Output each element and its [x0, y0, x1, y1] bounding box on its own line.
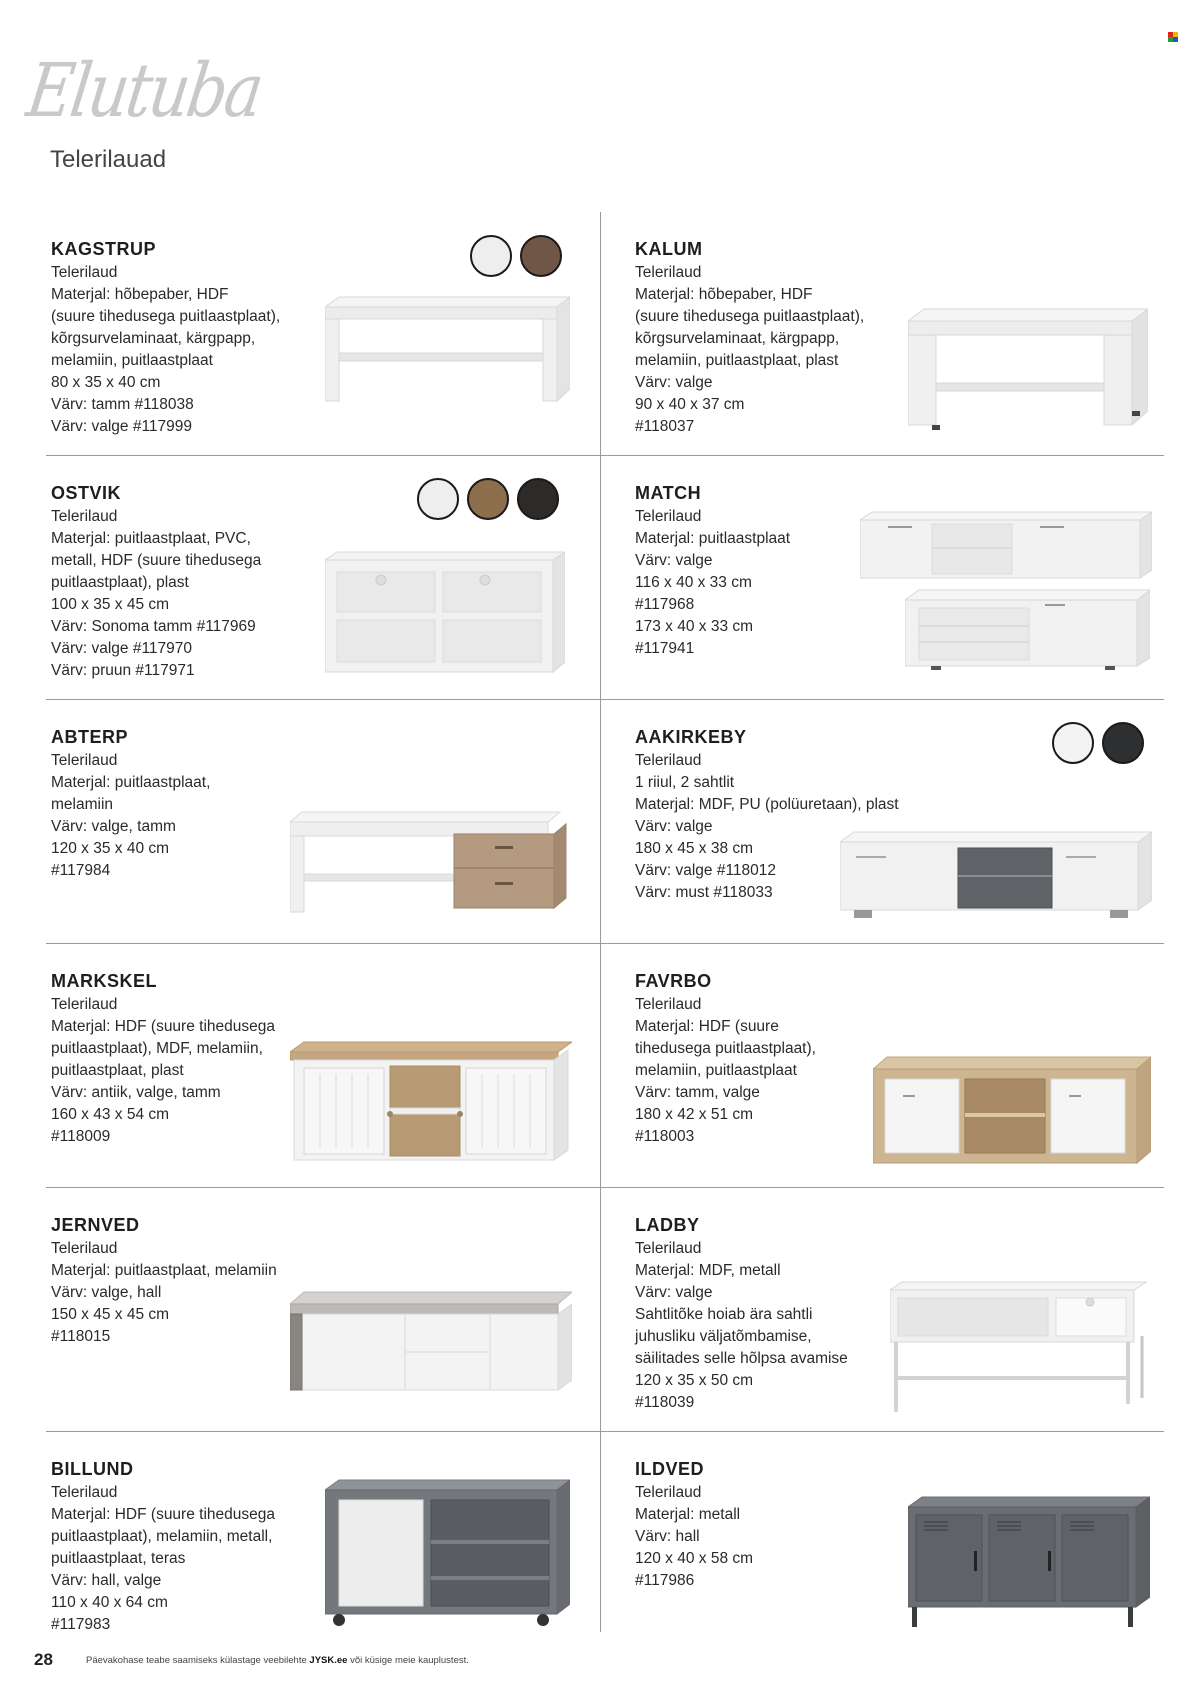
product-line: melamiin [51, 796, 114, 813]
product-line: melamiin, puitlaastplaat [51, 352, 213, 369]
product-line: 120 x 35 x 40 cm [51, 840, 170, 857]
product-line: Värv: valge #117970 [51, 640, 193, 657]
product-line: Materjal: metall [635, 1506, 741, 1523]
product-line: 120 x 40 x 58 cm [635, 1550, 754, 1567]
product-line: Materjal: puitlaastplaat, melamiin [51, 1262, 277, 1279]
page-number: 28 [34, 1650, 53, 1669]
product-line: #117941 [635, 640, 695, 657]
product-line: Sahtlitõke hoiab ära sahtli [635, 1306, 813, 1323]
product-card-match [635, 482, 790, 660]
color-swatches [417, 478, 559, 520]
product-name: BILLUND [51, 1459, 134, 1479]
footer-text: Päevakohase teabe saamiseks külastage veebilehte [86, 1655, 310, 1666]
product-line: juhusliku väljatõmbamise, [635, 1328, 812, 1345]
product-line: 116 x 40 x 33 cm [635, 574, 752, 591]
product-line: Materjal: hõbepaber, HDF [51, 286, 229, 303]
product-line: Värv: valge #117999 [51, 418, 193, 435]
product-line: tihedusega puitlaastplaat), [635, 1040, 816, 1057]
product-line: Materjal: MDF, PU (polüuretaan), plast [635, 796, 899, 813]
product-line: 160 x 43 x 54 cm [51, 1106, 170, 1123]
product-line: Värv: hall [635, 1528, 700, 1545]
product-line: Värv: valge [635, 552, 713, 569]
product-image-kalum [908, 305, 1148, 435]
product-line: Värv: tamm, valge [635, 1084, 760, 1101]
product-card-billund [51, 1458, 275, 1636]
product-line: Värv: valge, hall [51, 1284, 162, 1301]
row-divider [46, 1187, 1164, 1188]
product-card-markskel [51, 970, 275, 1148]
product-line: Värv: valge [635, 1284, 713, 1301]
product-line: kõrgsurvelaminaat, kärgpapp, [635, 330, 840, 347]
product-line: Värv: Sonoma tamm #117969 [51, 618, 256, 635]
column-divider [600, 212, 601, 1632]
product-line: Materjal: HDF (suure tihedusega [51, 1506, 275, 1523]
product-line: #118003 [635, 1128, 695, 1145]
product-name: OSTVIK [51, 483, 122, 503]
product-line: Värv: valge [635, 374, 713, 391]
product-line: 110 x 40 x 64 cm [51, 1594, 168, 1611]
product-line: Värv: valge [635, 818, 713, 835]
color-swatch[interactable] [1102, 722, 1144, 764]
product-line: 173 x 40 x 33 cm [635, 618, 754, 635]
page-subtitle: Telerilauad [50, 146, 167, 173]
product-image-match-173 [860, 510, 1152, 582]
product-image-favrbo [873, 1055, 1151, 1167]
product-name: AAKIRKEBY [635, 727, 747, 747]
product-line: Telerilaud [51, 996, 118, 1013]
product-name: LADBY [635, 1215, 700, 1235]
product-image-aakirkeby [840, 830, 1152, 922]
row-divider [46, 455, 1164, 456]
product-image-billund [325, 1478, 570, 1628]
product-image-markskel [290, 1040, 572, 1165]
logo-dot-blue [1173, 37, 1178, 42]
product-image-kagstrup [325, 295, 570, 405]
color-swatches [470, 235, 562, 277]
product-line: 180 x 45 x 38 cm [635, 840, 754, 857]
product-line: 150 x 45 x 45 cm [51, 1306, 170, 1323]
product-line: Materjal: puitlaastplaat, PVC, [51, 530, 251, 547]
product-line: Telerilaud [635, 1484, 702, 1501]
product-line: Materjal: MDF, metall [635, 1262, 781, 1279]
color-swatch[interactable] [467, 478, 509, 520]
product-line: puitlaastplaat, plast [51, 1062, 184, 1079]
product-line: #118009 [51, 1128, 111, 1145]
product-line: Värv: tamm #118038 [51, 396, 194, 413]
product-line: Telerilaud [635, 996, 702, 1013]
product-line: säilitades selle hõlpsa avamise [635, 1350, 848, 1367]
product-image-abterp [290, 808, 572, 913]
product-line: melamiin, puitlaastplaat, plast [635, 352, 839, 369]
product-line: Värv: valge #118012 [635, 862, 777, 879]
section-script-title: Elutuba [21, 48, 267, 134]
color-swatches [1052, 722, 1144, 764]
product-card-jernved [51, 1214, 277, 1348]
product-card-ildved [635, 1458, 753, 1592]
product-line: #117983 [51, 1616, 111, 1633]
product-card-abterp [51, 726, 210, 882]
product-line: #117984 [51, 862, 111, 879]
product-line: Materjal: HDF (suure [635, 1018, 779, 1035]
product-line: Värv: pruun #117971 [51, 662, 195, 679]
product-name: ILDVED [635, 1459, 705, 1479]
product-line: (suure tihedusega puitlaastplaat), [51, 308, 281, 325]
product-line: 1 riiul, 2 sahtlit [635, 774, 735, 791]
product-image-ildved [908, 1495, 1150, 1630]
product-line: Telerilaud [635, 1240, 702, 1257]
product-name: MARKSKEL [51, 971, 157, 991]
product-line: kõrgsurvelaminaat, kärgpapp, [51, 330, 256, 347]
product-line: 120 x 35 x 50 cm [635, 1372, 754, 1389]
product-line: 80 x 35 x 40 cm [51, 374, 161, 391]
product-card-favrbo [635, 970, 816, 1148]
product-line: Telerilaud [51, 264, 118, 281]
product-line: #118015 [51, 1328, 111, 1345]
product-image-ostvik [325, 550, 565, 675]
product-line: Värv: must #118033 [635, 884, 773, 901]
product-line: Telerilaud [51, 1240, 118, 1257]
footer-text: või küsige meie kauplustest. [347, 1655, 469, 1666]
product-name: KAGSTRUP [51, 239, 157, 259]
product-line: Värv: hall, valge [51, 1572, 162, 1589]
product-image-ladby [890, 1280, 1150, 1415]
product-line: Telerilaud [51, 752, 118, 769]
product-card-ladby [635, 1214, 848, 1414]
color-swatch[interactable] [520, 235, 562, 277]
product-name: FAVRBO [635, 971, 712, 991]
product-line: (suure tihedusega puitlaastplaat), [635, 308, 865, 325]
product-line: Telerilaud [51, 1484, 118, 1501]
product-card-ostvik [51, 482, 261, 682]
row-divider [46, 943, 1164, 944]
product-line: Materjal: HDF (suure tihedusega [51, 1018, 275, 1035]
product-line: puitlaastplaat), melamiin, metall, [51, 1528, 273, 1545]
product-line: Telerilaud [635, 752, 702, 769]
product-line: puitlaastplaat), plast [51, 574, 189, 591]
product-line: #118039 [635, 1394, 695, 1411]
product-name: KALUM [635, 239, 703, 259]
product-card-kagstrup [51, 238, 280, 438]
color-swatch[interactable] [517, 478, 559, 520]
footer-note [86, 1655, 469, 1666]
product-line: Telerilaud [51, 508, 118, 525]
product-image-jernved [290, 1290, 572, 1395]
product-line: Telerilaud [635, 508, 702, 525]
product-line: Materjal: puitlaastplaat [635, 530, 791, 547]
product-line: #118037 [635, 418, 695, 435]
product-name: JERNVED [51, 1215, 140, 1235]
product-line: puitlaastplaat), MDF, melamiin, [51, 1040, 263, 1057]
color-swatch[interactable] [1052, 722, 1094, 764]
color-swatch[interactable] [417, 478, 459, 520]
color-swatch[interactable] [470, 235, 512, 277]
product-line: metall, HDF (suure tihedusega [51, 552, 262, 569]
product-line: Materjal: puitlaastplaat, [51, 774, 211, 791]
product-line: 90 x 40 x 37 cm [635, 396, 745, 413]
row-divider [46, 1431, 1164, 1432]
product-line: melamiin, puitlaastplaat [635, 1062, 797, 1079]
product-line: Värv: valge, tamm [51, 818, 176, 835]
product-line: 100 x 35 x 45 cm [51, 596, 170, 613]
footer-site-link[interactable]: JYSK.ee [309, 1655, 348, 1666]
product-name: MATCH [635, 483, 702, 503]
product-line: 180 x 42 x 51 cm [635, 1106, 754, 1123]
brand-logo-icon [1168, 32, 1182, 42]
product-image-match-116 [905, 588, 1150, 673]
product-line: Telerilaud [635, 264, 702, 281]
product-line: Värv: antiik, valge, tamm [51, 1084, 221, 1101]
product-line: #117968 [635, 596, 695, 613]
product-name: ABTERP [51, 727, 129, 747]
row-divider [46, 699, 1164, 700]
product-card-kalum [635, 238, 864, 438]
product-line: #117986 [635, 1572, 695, 1589]
product-line: puitlaastplaat, teras [51, 1550, 186, 1567]
product-line: Materjal: hõbepaber, HDF [635, 286, 813, 303]
